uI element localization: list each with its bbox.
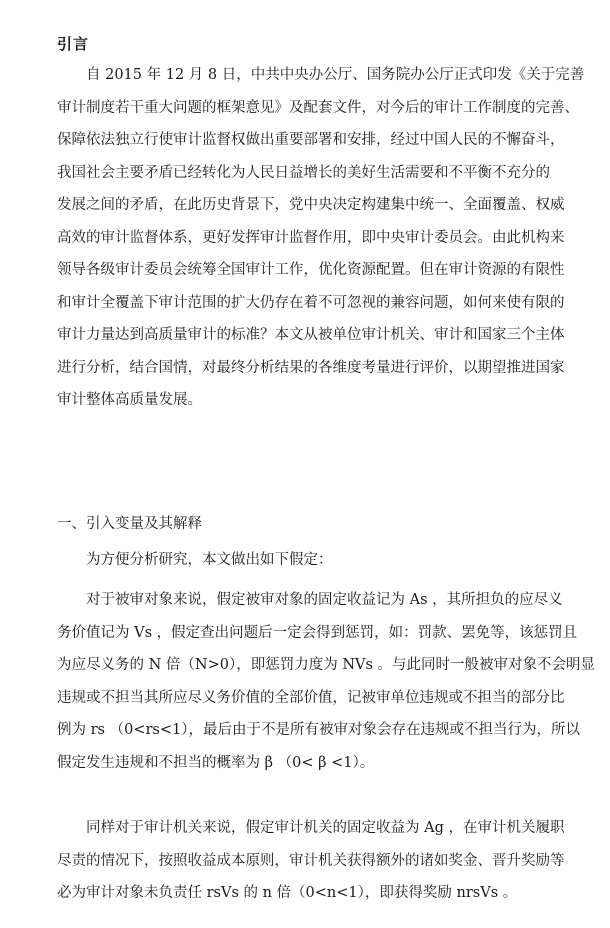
auditee-assumption-paragraph (57, 584, 602, 779)
text-line: 审计力量达到高质量审计的标准？本文从被单位审计机关、审计和国家三个主体 (57, 327, 565, 343)
text-line: 假定发生违规和不担当的概率为 β （0< β <1）。 (57, 754, 375, 771)
text-line: 必为审计对象未负责任 rsVs 的 n 倍（0<n<1），即获得奖励 nrsVs 。 (57, 885, 518, 901)
text-line: 违规或不担当其所应尽义务价值的全部价值，记被审单位违规或不担当的部分比 (57, 689, 565, 706)
assumption-intro (57, 544, 602, 577)
text-line: 发展之间的矛盾，在此历史背景下，党中央决定构建集中统一、全面覆盖、权威 (57, 197, 565, 213)
section-title-variables: 一、引入变量及其解释 (57, 516, 202, 532)
text-line: 进行分析，结合国情，对最终分析结果的各维度考量进行评价，以期望推进国家 (57, 359, 565, 376)
text-line: 高效的审计监督体系，更好发挥审计监督作用，即中央审计委员会。由此机构来 (57, 229, 565, 246)
text-line: 和审计全覆盖下审计范围的扩大仍存在着不可忽视的兼容问题，如何来使有限的 (57, 294, 565, 311)
text-line: 为方便分析研究，本文做出如下假定： (86, 552, 333, 568)
text-line: 自 2015 年 12 月 8 日，中共中央办公厅、国务院办公厅正式印发《关于完善 (86, 67, 585, 83)
audit-office-assumption-paragraph (57, 812, 602, 910)
section-heading-introduction: 引言 (57, 35, 90, 53)
text-line: 例为 rs （0<rs<1），最后由于不是所有被审对象会存在违规或不担当行为，所以 (57, 722, 580, 738)
text-line: 领导各级审计委员会统筹全国审计工作，优化资源配置。但在审计资源的有限性 (57, 262, 565, 278)
text-line: 我国社会主要矛盾已经转化为人民日益增长的美好生活需要和不平衡不充分的 (57, 164, 550, 181)
text-line: 审计制度若干重大问题的框架意见》及配套文件，对今后的审计工作制度的完善、 (57, 99, 579, 116)
text-line: 同样对于审计机关来说，假定审计机关的固定收益为 Ag ，在审计机关履职 (86, 820, 565, 836)
text-line: 为应尽义务的 N 倍（N>0），即惩罚力度为 NVs 。与此同时一般被审对象不会明显 (57, 657, 596, 673)
text-line: 审计整体高质量发展。 (57, 392, 202, 408)
text-line: 保障依法独立行使审计监督权做出重要部署和安排，经过中国人民的不懈奋斗， (57, 132, 565, 148)
text-line: 尽责的情况下，按照收益成本原则，审计机关获得额外的诸如奖金、晋升奖励等 (57, 852, 565, 869)
intro-paragraph (57, 59, 602, 417)
text-line: 对于被审对象来说，假定被审对象的固定收益记为 As ，其所担负的应尽义 (86, 592, 563, 608)
text-line: 务价值记为 Vs ，假定查出问题后一定会得到惩罚，如：罚款、罢免等，该惩罚且 (57, 624, 578, 641)
